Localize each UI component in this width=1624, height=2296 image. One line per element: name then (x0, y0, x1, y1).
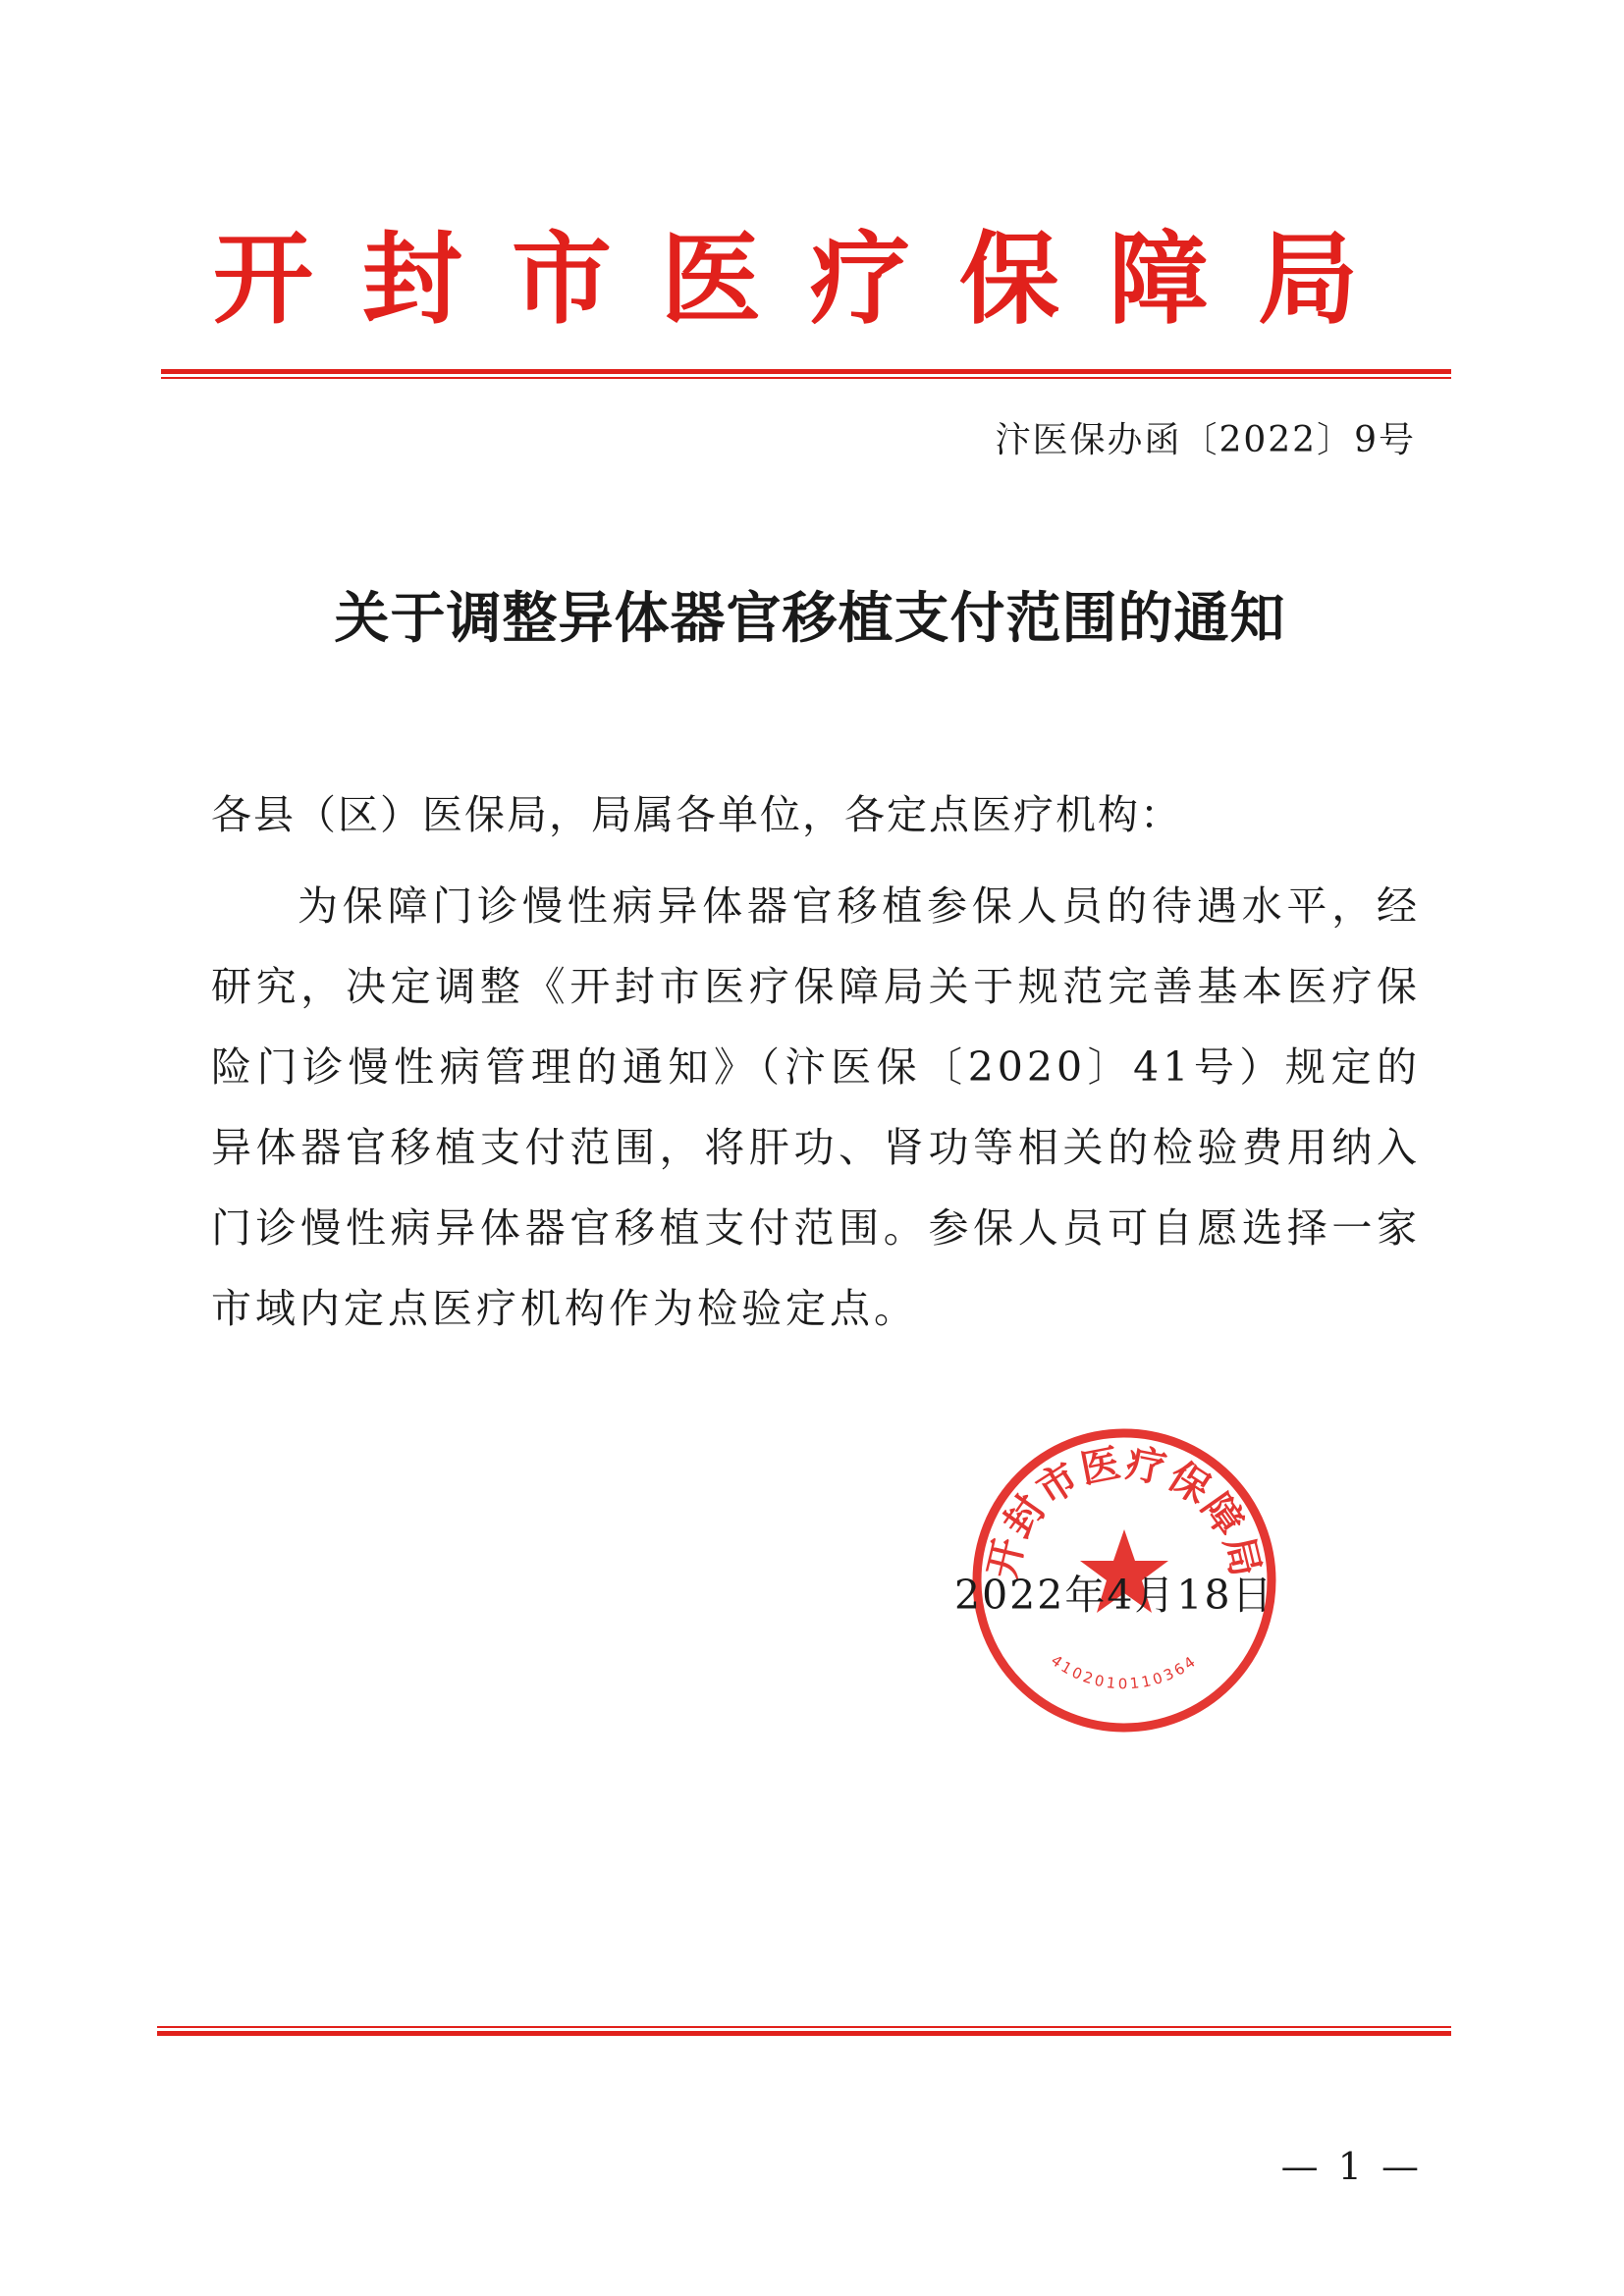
masthead-org-name: 开封市医疗保障局 (213, 222, 1407, 339)
document-title: 关于调整异体器官移植支付范围的通知 (334, 586, 1286, 651)
salutation: 各县（区）医保局，局属各单位，各定点医疗机构： (211, 791, 1182, 838)
footer-red-divider (157, 2026, 1451, 2036)
page-number: — 1 — (1280, 2145, 1423, 2188)
svg-text:4102010110364 (1048, 1651, 1201, 1692)
body-paragraph: 为保障门诊慢性病异体器官移植参保人员的待遇水平，经研究，决定调整《开封市医疗保障局关于规范完善基本医疗保险门诊慢性病管理的通知》（汴医保〔2020〕41号）规定的异体器官移植支付范围，将肝功、肾功等相关的检验费用纳入门诊慢性病异体器官移植支付范围。参保人员可自愿选择一家市域内定点医疗机构作为检验定点。 (211, 882, 1421, 1332)
seal-org-name: 开封市医疗保障局 (980, 1440, 1269, 1583)
issue-date: 2022年4月18日 (954, 1572, 1274, 1619)
seal-code: 4102010110364 (1048, 1651, 1201, 1693)
document-number: 汴医保办函〔2022〕9号 (995, 420, 1416, 460)
masthead-red-divider (161, 369, 1451, 379)
